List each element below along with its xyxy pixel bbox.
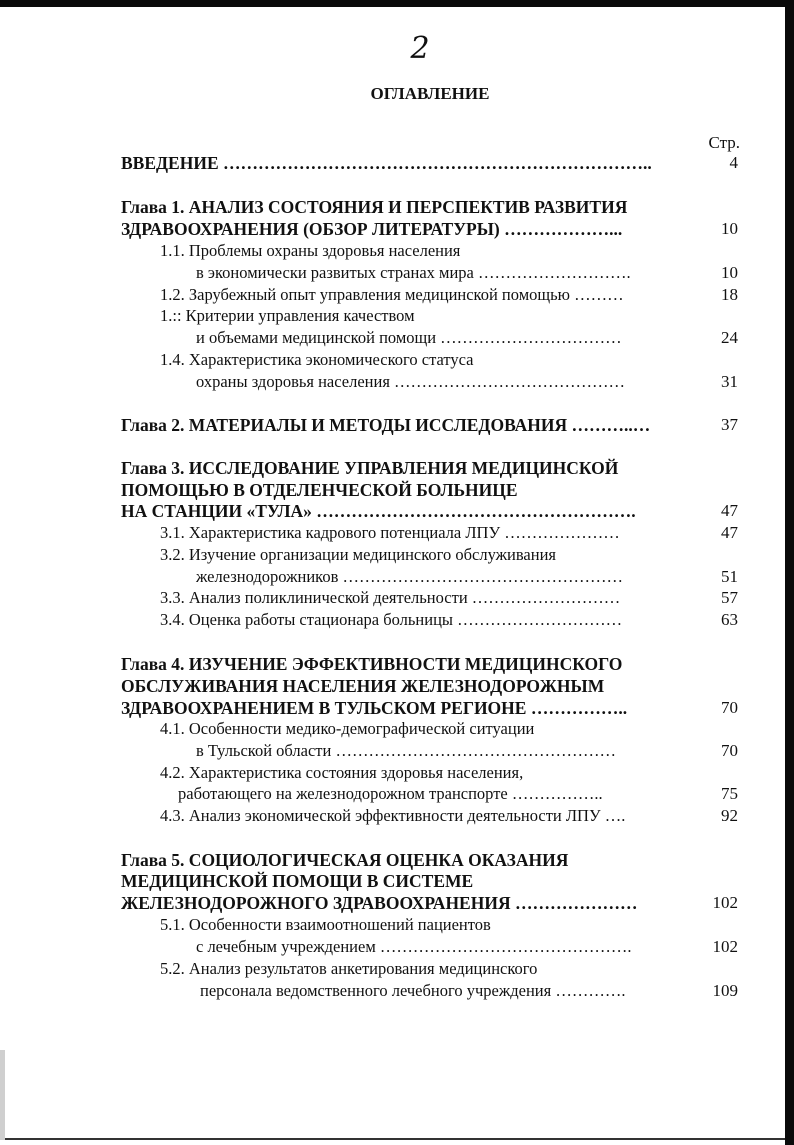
- toc-chapter-5-page: 102: [712, 893, 738, 912]
- toc-chapter-1-line2[interactable]: ЗДРАВООХРАНЕНИЯ (ОБЗОР ЛИТЕРАТУРЫ) ………………...: [121, 219, 623, 239]
- toc-intro-page: 4: [729, 153, 738, 172]
- toc-section-3-4-line1[interactable]: 3.4. Оценка работы стационара больницы …………………………: [160, 610, 623, 629]
- toc-section-1-2-page: 18: [721, 285, 738, 304]
- toc-section-3-4-page: 63: [721, 610, 738, 629]
- toc-section-3-3-line1[interactable]: 3.3. Анализ поликлинической деятельности ………………………: [160, 588, 621, 607]
- toc-intro[interactable]: ВВЕДЕНИЕ ………………………………………………………………..: [121, 153, 652, 173]
- toc-chapter-3-line3[interactable]: НА СТАНЦИИ «ТУЛА» ……………………………………………….: [121, 501, 636, 521]
- toc-section-1-4-page: 31: [721, 372, 738, 391]
- toc-section-4-1-page: 70: [721, 741, 738, 760]
- toc-section-1-3-line2[interactable]: и объемами медицинской помощи ……………………………: [196, 328, 622, 347]
- toc-section-1-1-line1[interactable]: 1.1. Проблемы охраны здоровья населения: [160, 241, 461, 260]
- page-title: ОГЛАВЛЕНИЕ: [370, 84, 490, 103]
- toc-chapter-2[interactable]: Глава 2. МАТЕРИАЛЫ И МЕТОДЫ ИССЛЕДОВАНИЯ ………..…: [121, 415, 651, 435]
- toc-chapter-1-line1[interactable]: Глава 1. АНАЛИЗ СОСТОЯНИЯ И ПЕРСПЕКТИВ РАЗВИТИЯ: [121, 197, 628, 217]
- toc-section-1-1-line2[interactable]: в экономически развитых странах мира ……………………….: [196, 263, 631, 282]
- toc-section-1-3-page: 24: [721, 328, 738, 347]
- toc-chapter-3-line2[interactable]: ПОМОЩЬЮ В ОТДЕЛЕНЧЕСКОЙ БОЛЬНИЦЕ: [121, 480, 518, 500]
- toc-chapter-3-line1[interactable]: Глава 3. ИССЛЕДОВАНИЕ УПРАВЛЕНИЯ МЕДИЦИНСКОЙ: [121, 458, 619, 478]
- toc-section-4-2-line1[interactable]: 4.2. Характеристика состояния здоровья населения,: [160, 763, 524, 782]
- toc-section-1-1-page: 10: [721, 263, 738, 282]
- toc-section-5-2-line2[interactable]: персонала ведомственного лечебного учреждения ………….: [200, 981, 626, 1000]
- toc-chapter-5-line2[interactable]: МЕДИЦИНСКОЙ ПОМОЩИ В СИСТЕМЕ: [121, 871, 474, 891]
- toc-section-1-4-line2[interactable]: охраны здоровья населения ……………………………………: [196, 372, 626, 391]
- toc-section-3-2-line2[interactable]: железнодорожников ……………………………………………: [196, 567, 624, 586]
- toc-chapter-4-line1[interactable]: Глава 4. ИЗУЧЕНИЕ ЭФФЕКТИВНОСТИ МЕДИЦИНСКОГО: [121, 654, 623, 674]
- scan-edge-top: [0, 0, 794, 7]
- toc-section-5-2-line1[interactable]: 5.2. Анализ результатов анкетирования медицинского: [160, 959, 538, 978]
- toc-section-5-1-page: 102: [712, 937, 738, 956]
- toc-chapter-4-line3[interactable]: ЗДРАВООХРАНЕНИЕМ В ТУЛЬСКОМ РЕГИОНЕ ……………..: [121, 698, 628, 718]
- toc-section-4-3-line1[interactable]: 4.3. Анализ экономической эффективности деятельности ЛПУ ….: [160, 806, 626, 825]
- handwritten-page-number: 2: [410, 31, 430, 66]
- toc-section-3-2-page: 51: [721, 567, 738, 586]
- toc-section-4-1-line2[interactable]: в Тульской области ……………………………………………: [196, 741, 616, 760]
- page-column-label: Стр.: [708, 133, 740, 152]
- toc-section-4-1-line1[interactable]: 4.1. Особенности медико-демографической ситуации: [160, 719, 535, 738]
- toc-chapter-3-page: 47: [721, 501, 738, 520]
- toc-section-5-1-line1[interactable]: 5.1. Особенности взаимоотношений пациентов: [160, 915, 491, 934]
- toc-chapter-1-page: 10: [721, 219, 738, 238]
- scan-edge-bottom: [5, 1138, 785, 1140]
- toc-section-4-2-line2[interactable]: работающего на железнодорожном транспорте ……………..: [178, 784, 603, 803]
- toc-section-3-2-line1[interactable]: 3.2. Изучение организации медицинского обслуживания: [160, 545, 557, 564]
- toc-section-3-1-page: 47: [721, 523, 738, 542]
- toc-chapter-4-page: 70: [721, 698, 738, 717]
- scan-edge-right: [785, 0, 794, 1145]
- toc-section-4-3-page: 92: [721, 806, 738, 825]
- toc-section-3-3-page: 57: [721, 588, 738, 607]
- toc-section-1-4-line1[interactable]: 1.4. Характеристика экономического статуса: [160, 350, 474, 369]
- toc-section-1-2-line1[interactable]: 1.2. Зарубежный опыт управления медицинской помощью ………: [160, 285, 624, 304]
- toc-chapter-2-page: 37: [721, 415, 738, 434]
- toc-chapter-5-line1[interactable]: Глава 5. СОЦИОЛОГИЧЕСКАЯ ОЦЕНКА ОКАЗАНИЯ: [121, 850, 569, 870]
- toc-section-3-1-line1[interactable]: 3.1. Характеристика кадрового потенциала ЛПУ …………………: [160, 523, 620, 542]
- toc-section-5-2-page: 109: [712, 981, 738, 1000]
- toc-section-1-3-line1[interactable]: 1.:: Критерии управления качеством: [160, 306, 415, 325]
- scan-edge-left: [0, 1050, 5, 1140]
- toc-chapter-5-line3[interactable]: ЖЕЛЕЗНОДОРОЖНОГО ЗДРАВООХРАНЕНИЯ …………………: [121, 893, 638, 913]
- toc-chapter-4-line2[interactable]: ОБСЛУЖИВАНИЯ НАСЕЛЕНИЯ ЖЕЛЕЗНОДОРОЖНЫМ: [121, 676, 605, 696]
- toc-section-5-1-line2[interactable]: с лечебным учреждением ……………………………………….: [196, 937, 632, 956]
- toc-section-4-2-page: 75: [721, 784, 738, 803]
